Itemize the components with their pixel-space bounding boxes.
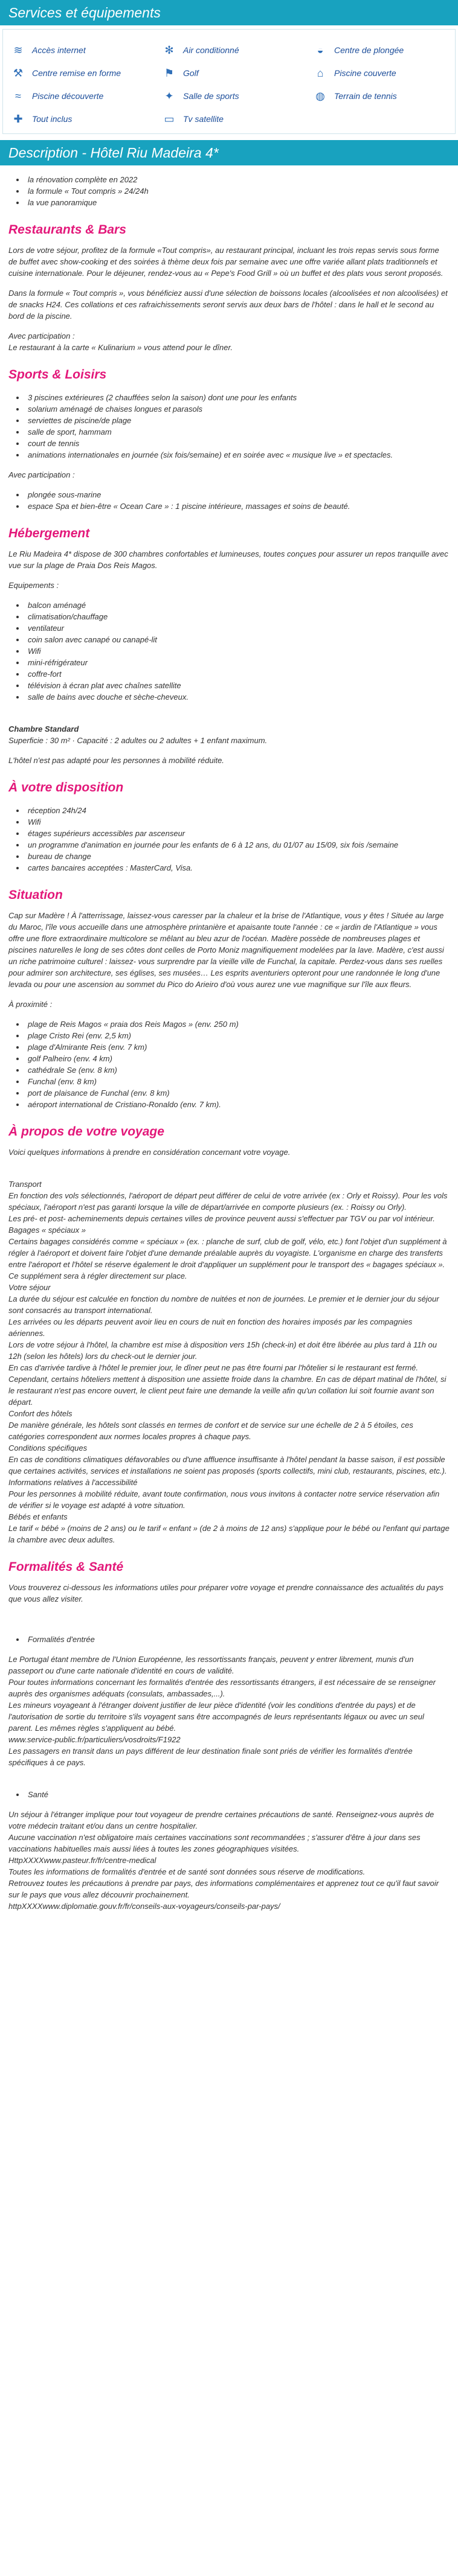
service-item (160, 42, 311, 59)
list-item: • la vue panoramique (25, 197, 450, 208)
equipements-list (25, 599, 450, 703)
list-item: • coffre-fort (25, 668, 450, 680)
wifi-icon: ≋ (13, 43, 23, 56)
service-item (311, 88, 450, 104)
text-line: Retrouvez toutes les précautions à prendre par pays, des informations complémentaires et apprenez tout ce qu'il faut savoir sur le pays que vous allez découvrir prochainement. (8, 1879, 439, 1899)
indoor-pool-icon: ⌂ (317, 66, 324, 79)
text-line: Aucune vaccination n'est obligatoire mais certaines vaccinations sont recommandées ; s'assurer d'être à jour dans ses vaccinations habituelles mais aussi liées à toutes les zones géographiques visitées. (8, 1833, 421, 1853)
dumbbell-icon: ⚒ (13, 66, 24, 79)
text-line: Pour toutes informations concernant les formalités d'entrée des ressortissants étrangers, il est nécessaire de se renseigner auprès des organismes adéquats (consulats, ambassades,...). (8, 1678, 436, 1698)
list-item: • coin salon avec canapé ou canapé-lit (25, 634, 450, 645)
formalites-entree-bullet (25, 1634, 450, 1645)
formalites-entree-label: • Formalités d'entrée (25, 1634, 450, 1645)
list-item: • plage de Reis Magos « praia dos Reis Magos » (env. 250 m) (25, 1018, 450, 1030)
text-line: Conditions spécifiques (8, 1443, 88, 1453)
list-item: • climatisation/chauffage (25, 611, 450, 622)
apropos-lines (8, 1178, 450, 1545)
pool-icon: ≈ (15, 89, 21, 102)
sports-list (25, 392, 450, 461)
hebergement-intro: Le Riu Madeira 4* dispose de 300 chambres confortables et lumineuses, toutes conçues pour assurer un repos tranquille avec vue sur la plage de Praia Dos Reis Magos. (8, 549, 448, 570)
disposition-list (25, 805, 450, 874)
list-item: • réception 24h/24 (25, 805, 450, 816)
list-item: • étages supérieurs accessibles par ascenseur (25, 828, 450, 839)
list-item: • bureau de change (25, 851, 450, 862)
list-item: • un programme d'animation en journée pour les enfants de 6 à 12 ans, du 01/07 au 15/09, six fois /semaine (25, 839, 450, 851)
list-item: • salle de bains avec douche et sèche-cheveux. (25, 691, 450, 703)
all-inclusive-icon: ✚ (13, 112, 23, 125)
service-label: Piscine couverte (334, 68, 396, 78)
list-item: • plongée sous-marine (25, 489, 450, 500)
list-item: • ventilateur (25, 622, 450, 634)
description-banner: Description - Hôtel Riu Madeira 4* (0, 140, 458, 165)
service-item (9, 42, 160, 59)
service-label: Accès internet (32, 45, 86, 55)
mobility-note: L'hôtel n'est pas adapté pour les personnes à mobilité réduite. (8, 756, 224, 765)
sports-heading: Sports & Loisirs (8, 368, 107, 382)
list-item: • balcon aménagé (25, 599, 450, 611)
service-item (160, 65, 311, 81)
formalites-intro: Vous trouverez ci-dessous les informations utiles pour préparer votre voyage et prendre connaissance des actualités du pays que vous allez visiter. (8, 1583, 443, 1603)
sante-bullet (25, 1789, 450, 1800)
situation-heading: Situation (8, 888, 63, 902)
restaurants-paragraph-1: Lors de votre séjour, profitez de la formule «Tout compris», au restaurant principal, incluant les trois repas servis sous forme de buffet avec show-cooking et des soirées à thème deux fois par semaine avec une offre variée allant plats traditionnels et cuisine internationale. Pour le déjeuner, rendez-vous au « Pepe's Food Grill » où un buffet et des plats vous seront proposés. (8, 246, 443, 278)
service-label: Tv satellite (183, 113, 224, 124)
tennis-icon: ◍ (315, 89, 325, 102)
list-item: • salle de sport, hammam (25, 426, 450, 438)
golf-flag-icon: ⚑ (164, 66, 175, 79)
sante-label: • Santé (25, 1789, 450, 1800)
formalites-entree-lines (8, 1654, 450, 1768)
apropos-heading: À propos de votre voyage (8, 1125, 164, 1139)
service-label: Terrain de tennis (334, 91, 397, 101)
text-line: www.service-public.fr/particuliers/vosdroits/F1922 (8, 1735, 181, 1744)
list-item: • court de tennis (25, 438, 450, 449)
text-line: Bagages « spéciaux » (8, 1226, 86, 1235)
list-item: • Wifi (25, 816, 450, 828)
restaurants-paragraph-2: Dans la formule « Tout compris », vous bénéficiez aussi d'une sélection de boissons locales (alcoolisées et non alcoolisées) et de snacks H24. Ces collations et ces rafraichissements seront servis aux deux bars de l'hôtel : dans le hall et le second au bord de la piscine. (8, 289, 448, 321)
sports-participation-list (25, 489, 450, 512)
proximity-list (25, 1018, 450, 1110)
list-item: • 3 piscines extérieures (2 chauffées selon la saison) dont une pour les enfants (25, 392, 450, 403)
list-item: • la rénovation complète en 2022 (25, 174, 450, 185)
list-item: • cartes bancaires acceptées : MasterCard, Visa. (25, 862, 450, 874)
highlights-list (25, 174, 450, 208)
text-line: La durée du séjour est calculée en fonction du nombre de nuitées et non de journées. Le premier et le dernier jour du séjour sont consacrés au transport international. (8, 1294, 439, 1315)
service-item (311, 65, 450, 81)
text-line: Les passagers en transit dans un pays différent de leur destination finale sont priés de vérifier les formalités d'entrée spécifiques à ce pays. (8, 1747, 413, 1767)
service-label: Centre remise en forme (32, 68, 121, 78)
proximity-label: À proximité : (8, 1000, 53, 1009)
service-item (9, 65, 160, 81)
text-line: Toutes les informations de formalités d'entrée et de santé sont données sous réserve de modifications. (8, 1867, 366, 1876)
description-body (0, 174, 458, 1924)
text-line: Les arrivées ou les départs peuvent avoir lieu en cours de nuit en fonction des horaires imposés par les compagnies aériennes. (8, 1317, 413, 1338)
list-item: • plage Cristo Rei (env. 2,5 km) (25, 1030, 450, 1041)
list-item: • la formule « Tout compris » 24/24h (25, 185, 450, 197)
services-banner: Services et équipements (0, 0, 458, 25)
list-item: • port de plaisance de Funchal (env. 8 km) (25, 1087, 450, 1099)
text-line: Informations relatives à l'accessibilité (8, 1478, 138, 1487)
text-line: Bébés et enfants (8, 1512, 68, 1521)
formalites-heading: Formalités & Santé (8, 1560, 124, 1574)
list-item: • solarium aménagé de chaises longues et parasols (25, 403, 450, 415)
service-item (311, 42, 450, 59)
situation-paragraph: Cap sur Madère ! À l'atterrissage, laissez-vous caresser par la chaleur et la brise de l'Atlantique, vous y êtes ! Située au large du Maroc, l'île vous accueille dans une atmosphère printanière et apaisante toute l'année : ce « jardin de l'Atlantique » vous offre une flore extraordinaire multicolore se mêlant au bleu azur de l'océan. Madère possède de nombreuses plages et piscines naturelles le long de ses côtes dont celles de Porto Moniz magnifiquement modelées par la lave. Madère, c'est aussi un riche patrimoine culturel : laissez- vous surprendre par la vieille ville de Funchal, la capitale. Perdez-vous dans ses ruelles pour admirer son architecture, ses églises, ses musées… Les esprits aventuriers opteront pour une randonnée le long d'une levada ou pour une ascension au sommet du Pico do Arieiro d'où vous aurez une vue magnifique sur l'île aux fleurs. (8, 911, 444, 989)
list-item: • cathédrale Se (env. 8 km) (25, 1064, 450, 1076)
list-item: • animations internationales en journée (six fois/semaine) et en soirée avec « musique live » et spectacles. (25, 449, 450, 461)
disposition-heading: À votre disposition (8, 781, 124, 794)
service-item (160, 88, 311, 104)
list-item: • plage d'Almirante Reis (env. 7 km) (25, 1041, 450, 1053)
sports-participation-label: Avec participation : (8, 470, 75, 479)
list-item: • serviettes de piscine/de plage (25, 415, 450, 426)
service-item (160, 110, 311, 127)
service-label: Tout inclus (32, 113, 73, 124)
service-label: Centre de plongée (334, 45, 404, 55)
text-line: httpXXXXwww.diplomatie.gouv.fr/fr/conseils-aux-voyageurs/conseils-par-pays/ (8, 1902, 280, 1911)
list-item: • Wifi (25, 645, 450, 657)
text-line: Les mineurs voyageant à l'étranger doivent justifier de leur pièce d'identité (voir les conditions d'entrée du pays) et de l'autorisation de sortie du territoire s'ils voyagent sans être accompagnés de leurs représentants légaux ou avec un seul parent. Les mêmes règles s'appliquent au bébé. (8, 1701, 424, 1733)
text-line: Pour les personnes à mobilité réduite, avant toute confirmation, nous vous invitons à contacter notre service réservation afin de vérifier si le voyage est adapté à votre situation. (8, 1489, 440, 1510)
text-line: De manière générale, les hôtels sont classés en termes de confort et de service sur une échelle de 2 à 5 étoiles, ces catégories correspondent aux normes locales propres à chaque pays. (8, 1421, 413, 1441)
text-line: Confort des hôtels (8, 1409, 73, 1418)
list-item: • mini-réfrigérateur (25, 657, 450, 668)
text-line: Les pré- et post- acheminements depuis certaines villes de province peuvent aussi s'effectuer par TGV ou par vol intérieur. (8, 1214, 435, 1223)
hebergement-heading: Hébergement (8, 526, 90, 540)
text-line: Le tarif « bébé » (moins de 2 ans) ou le tarif « enfant » (de 2 à moins de 12 ans) s'applique pour le bébé ou l'enfant qui partage la chambre avec deux adultes. (8, 1524, 450, 1544)
list-item: • golf Palheiro (env. 4 km) (25, 1053, 450, 1064)
service-label: Piscine découverte (32, 91, 104, 101)
service-label: Golf (183, 68, 199, 78)
room-name: Chambre Standard (8, 724, 79, 733)
list-item: • télévision à écran plat avec chaînes satellite (25, 680, 450, 691)
list-item: • aéroport international de Cristiano-Ronaldo (env. 7 km). (25, 1099, 450, 1110)
text-line: Le Portugal étant membre de l'Union Européenne, les ressortissants français, peuvent y entrer librement, munis d'un passeport ou d'une carte nationale d'identité en cours de validité. (8, 1655, 414, 1675)
service-label: Salle de sports (183, 91, 239, 101)
restaurants-participation (8, 330, 450, 353)
text-line: Transport (8, 1180, 42, 1189)
text-line: En cas de conditions climatiques défavorables ou d'une affluence insuffisante à l'hôtel pendant la basse saison, il est possible que certaines activités, services et installations ne soient pas proposés (sports collectifs, mini club, restaurants, piscines, etc.). (8, 1455, 447, 1475)
equipements-label: Equipements : (8, 581, 59, 590)
text-line: Lors de votre séjour à l'hôtel, la chambre est mise à disposition vers 15h (check-in) et doit être libérée au plus tard à 11h ou 12h (selon les hôtels) lors du check-out le dernier jour. (8, 1340, 437, 1361)
sante-lines (8, 1809, 450, 1912)
restaurants-participation-text: Le restaurant à la carte « Kulinarium » vous attend pour le dîner. (8, 343, 233, 352)
room-details: Superficie : 30 m² · Capacité : 2 adultes ou 2 adultes + 1 enfant maximum. (8, 736, 268, 745)
text-line: En fonction des vols sélectionnés, l'aéroport de départ peut différer de celui de votre arrivée (ex : Orly et Roissy). Pour les vols spéciaux, l'aéroport n'est pas garanti lorsque la ville de départ/arrivée en comporte plusieurs (ex. : Roissy ou Orly). (8, 1191, 448, 1212)
apropos-intro: Voici quelques informations à prendre en considération concernant votre voyage. (8, 1148, 291, 1157)
text-line: Votre séjour (8, 1283, 51, 1292)
text-line: HttpXXXXwww.pasteur.fr/fr/centre-medical (8, 1856, 156, 1865)
service-item (9, 110, 160, 127)
services-grid (2, 29, 456, 134)
list-item: • espace Spa et bien-être « Ocean Care » : 1 piscine intérieure, massages et soins de beauté. (25, 500, 450, 512)
text-line: Certains bagages considérés comme « spéciaux » (ex. : planche de surf, club de golf, vélo, etc.) font l'objet d'un supplément à régler à l'aéroport et doivent faire l'objet d'une demande préalable auprès du voyagiste. L'organisme en charge des transferts entre l'aéroport et l'hôtel se réserve également le droit d'appliquer un supplément pour le transport des « bagages spéciaux ». Ce supplément sera à régler directement sur place. (8, 1237, 447, 1280)
service-label: Air conditionné (183, 45, 239, 55)
diving-mask-icon: ◒ (317, 43, 324, 56)
snowflake-icon: ✻ (164, 43, 174, 56)
restaurants-heading: Restaurants & Bars (8, 223, 126, 237)
tv-icon: ▭ (164, 112, 175, 125)
text-line: Un séjour à l'étranger implique pour tout voyageur de prendre certaines précautions de santé. Renseignez-vous auprès de votre médecin traitant et/ou dans un centre hospitalier. (8, 1810, 434, 1830)
list-item: • Funchal (env. 8 km) (25, 1076, 450, 1087)
fitness-icon: ✦ (164, 89, 174, 102)
service-item (9, 88, 160, 104)
text-line: En cas d'arrivée tardive à l'hôtel le premier jour, le dîner peut ne pas être fourni par l'hôtelier si le restaurant est fermé. Cependant, certains hôteliers mettent à disposition une assiette froide dans la chambre. En cas de départ matinal de l'hôtel, si le restaurant n'est pas encore ouvert, le client peut faire une demande la veille afin qu'un collation lui soit fournie avant son départ. (8, 1363, 447, 1407)
restaurants-participation-label: Avec participation : (8, 331, 75, 340)
